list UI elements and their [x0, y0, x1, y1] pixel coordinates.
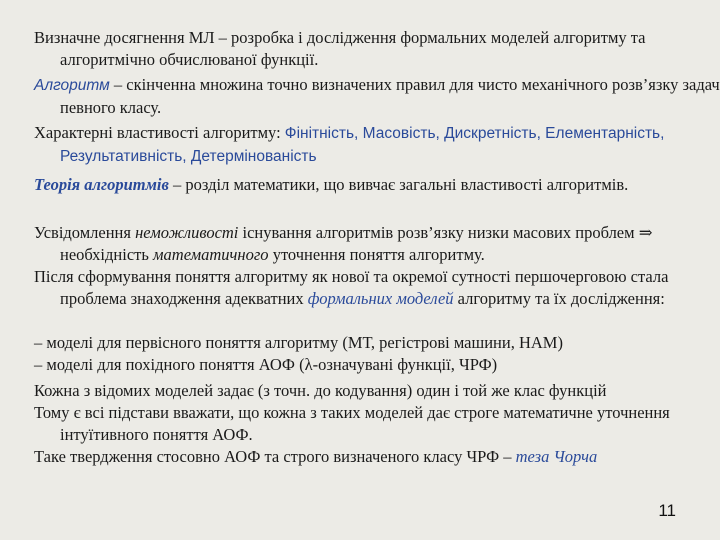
- paragraph-text: Тому є всі підстави вважати, що кожна з таких моделей дає строге математичне уточнення інтуїтивного поняття АОФ.: [34, 403, 670, 444]
- emphasis-impossibility: неможливості: [135, 223, 239, 242]
- term-algorithm: Алгоритм: [34, 77, 110, 94]
- paragraph-impossibility: [34, 222, 720, 266]
- text-run: існування алгоритмів розв’язку низки масових проблем: [238, 223, 639, 242]
- paragraph-grounds: [34, 402, 720, 446]
- paragraph-algorithm-theory: [34, 174, 720, 196]
- lambda-symbol: λ: [304, 355, 313, 374]
- paragraph-models-equivalence: [34, 380, 720, 402]
- term-church-thesis: теза Чорча: [515, 447, 598, 466]
- term-formal-models: формальних моделей: [307, 289, 454, 308]
- paragraph-text: – скінченна множина точно визначених правил для чисто механічного розв’язку задач певного класу.: [60, 75, 720, 117]
- implies-arrow-icon: ⇒: [638, 223, 653, 242]
- paragraph-ml-achievement: [34, 27, 720, 71]
- text-run: алгоритму та їх дослідження:: [453, 289, 665, 308]
- list-item-primary-models: [34, 332, 694, 354]
- paragraph-text: Кожна з відомих моделей задає (з точн. до кодування) один і той же клас функцій: [34, 381, 607, 400]
- text-run: Таке твердження стосовно АОФ та строго визначеного класу ЧРФ –: [34, 447, 516, 466]
- text-run: необхідність: [60, 245, 153, 264]
- term-algorithm-theory: Теорія алгоритмів: [34, 175, 169, 194]
- paragraph-text: Визначне досягнення МЛ – розробка і дослідження формальних моделей алгоритму та алгоритмічно обчислюваної функції.: [34, 28, 646, 69]
- text-run: уточнення поняття алгоритму.: [268, 245, 485, 264]
- paragraph-text: – розділ математики, що вивчає загальні властивості алгоритмів.: [168, 175, 629, 194]
- text-run: -означувані функції, ЧРФ): [312, 355, 498, 374]
- paragraph-formal-models: [34, 266, 720, 310]
- text-run: Після сформування поняття алгоритму як нової та окремої сутності першочерговою стала проблема знаходження адекватних: [34, 267, 669, 308]
- list-item-text: – моделі для первісного поняття алгоритму (МТ, регістрові машини, НАМ): [34, 333, 563, 352]
- properties-lead: Характерні властивості алгоритму:: [34, 123, 285, 142]
- page-number: 11: [658, 501, 676, 520]
- paragraph-algorithm-definition: [34, 74, 720, 119]
- list-item-derived-models: [34, 354, 694, 376]
- emphasis-mathematical: математичного: [153, 245, 269, 264]
- text-run: Усвідомлення: [34, 223, 136, 242]
- paragraph-algorithm-properties: [34, 122, 720, 168]
- properties-list: Фінітність, Масовість, Дискретність, Елементарність, Результативність, Детермінованість: [60, 125, 665, 165]
- paragraph-church-thesis: [34, 446, 720, 468]
- text-run: – моделі для похідного поняття АОФ (: [34, 355, 305, 374]
